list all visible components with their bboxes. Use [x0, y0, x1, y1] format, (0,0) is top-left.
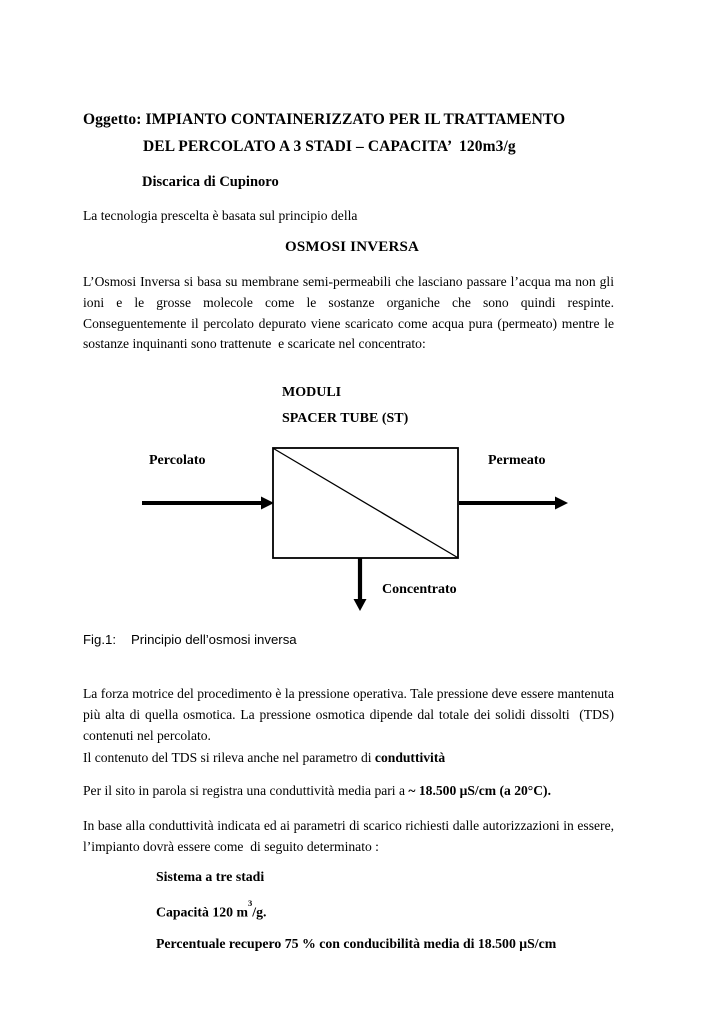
permeate-label: Permeato — [488, 453, 546, 468]
spec-item-stadi: Sistema a tre stadi — [156, 869, 265, 884]
title-label: Oggetto: — [83, 111, 142, 128]
paragraph-tds-text: Il contenuto del TDS si rileva anche nel parametro di — [83, 750, 375, 765]
paragraph-osmosi: L’Osmosi Inversa si basa su membrane semi-permeabili che lasciano passare l’acqua ma non gli ioni e le grosse molecole come le sostanze organiche che sono quindi respinte. Conseguentemente il percolato depurato viene scaricato come acqua pura (permeato) mentre le sostanze inquinanti sono trattenute e scaricate nel concentrato: — [83, 274, 618, 352]
section-heading: OSMOSI INVERSA — [285, 239, 420, 255]
paragraph-base: In base alla conduttività indicata ed ai parametri di scarico richiesti dalle autorizzazioni in essere, l’impianto dovrà essere come di seguito determinato : — [83, 818, 618, 854]
document-title-line1 — [83, 109, 565, 130]
osmosis-diagram — [0, 380, 724, 630]
feed-arrow-head — [261, 497, 274, 510]
conduttivita-bold: conduttività — [374, 750, 446, 765]
figure-label: Fig.1: — [83, 632, 116, 647]
paragraph-sito — [83, 781, 663, 802]
diagram-title-line1: MODULI — [282, 385, 342, 400]
paragraph-pressione: La forza motrice del procedimento è la pressione operativa. Tale pressione deve essere mantenuta più alta di quella osmotica. La pressione osmotica dipende dal totale dei solidi dissolti (TDS) contenuti nel percolato. — [83, 686, 618, 743]
concentrate-label: Concentrato — [382, 582, 457, 597]
intro-line: La tecnologia prescelta è basata sul principio della — [83, 208, 358, 223]
spec-item-capacita — [156, 900, 266, 921]
spec-item-recupero: Percentuale recupero 75 % con conducibilità media di 18.500 μS/cm — [156, 936, 557, 951]
title-text-1: IMPIANTO CONTAINERIZZATO PER IL TRATTAMENTO — [145, 111, 566, 128]
figure-caption — [83, 632, 297, 648]
membrane-diagonal-line — [274, 449, 458, 558]
paragraph-sito-text: Per il sito in parola si registra una conduttività media pari a — [83, 783, 409, 798]
document-title-line2: DEL PERCOLATO A 3 STADI – CAPACITA’ 120m3/g — [143, 138, 516, 155]
feed-label: Percolato — [149, 453, 206, 468]
diagram-title-line2: SPACER TUBE (ST) — [282, 411, 409, 426]
capacita-superscript: 3 — [247, 898, 253, 908]
capacita-unit: /g. — [252, 904, 267, 920]
concentrate-arrow-head — [354, 599, 367, 611]
capacita-text: Capacità 120 m — [156, 904, 248, 920]
paragraph-tds — [83, 748, 643, 769]
figure-caption-text: Principio dell’osmosi inversa — [130, 632, 297, 647]
subtitle: Discarica di Cupinoro — [142, 174, 279, 190]
conducibilita-value-bold: ~ 18.500 μS/cm (a 20°C). — [408, 783, 551, 798]
permeate-arrow-head — [555, 497, 568, 510]
